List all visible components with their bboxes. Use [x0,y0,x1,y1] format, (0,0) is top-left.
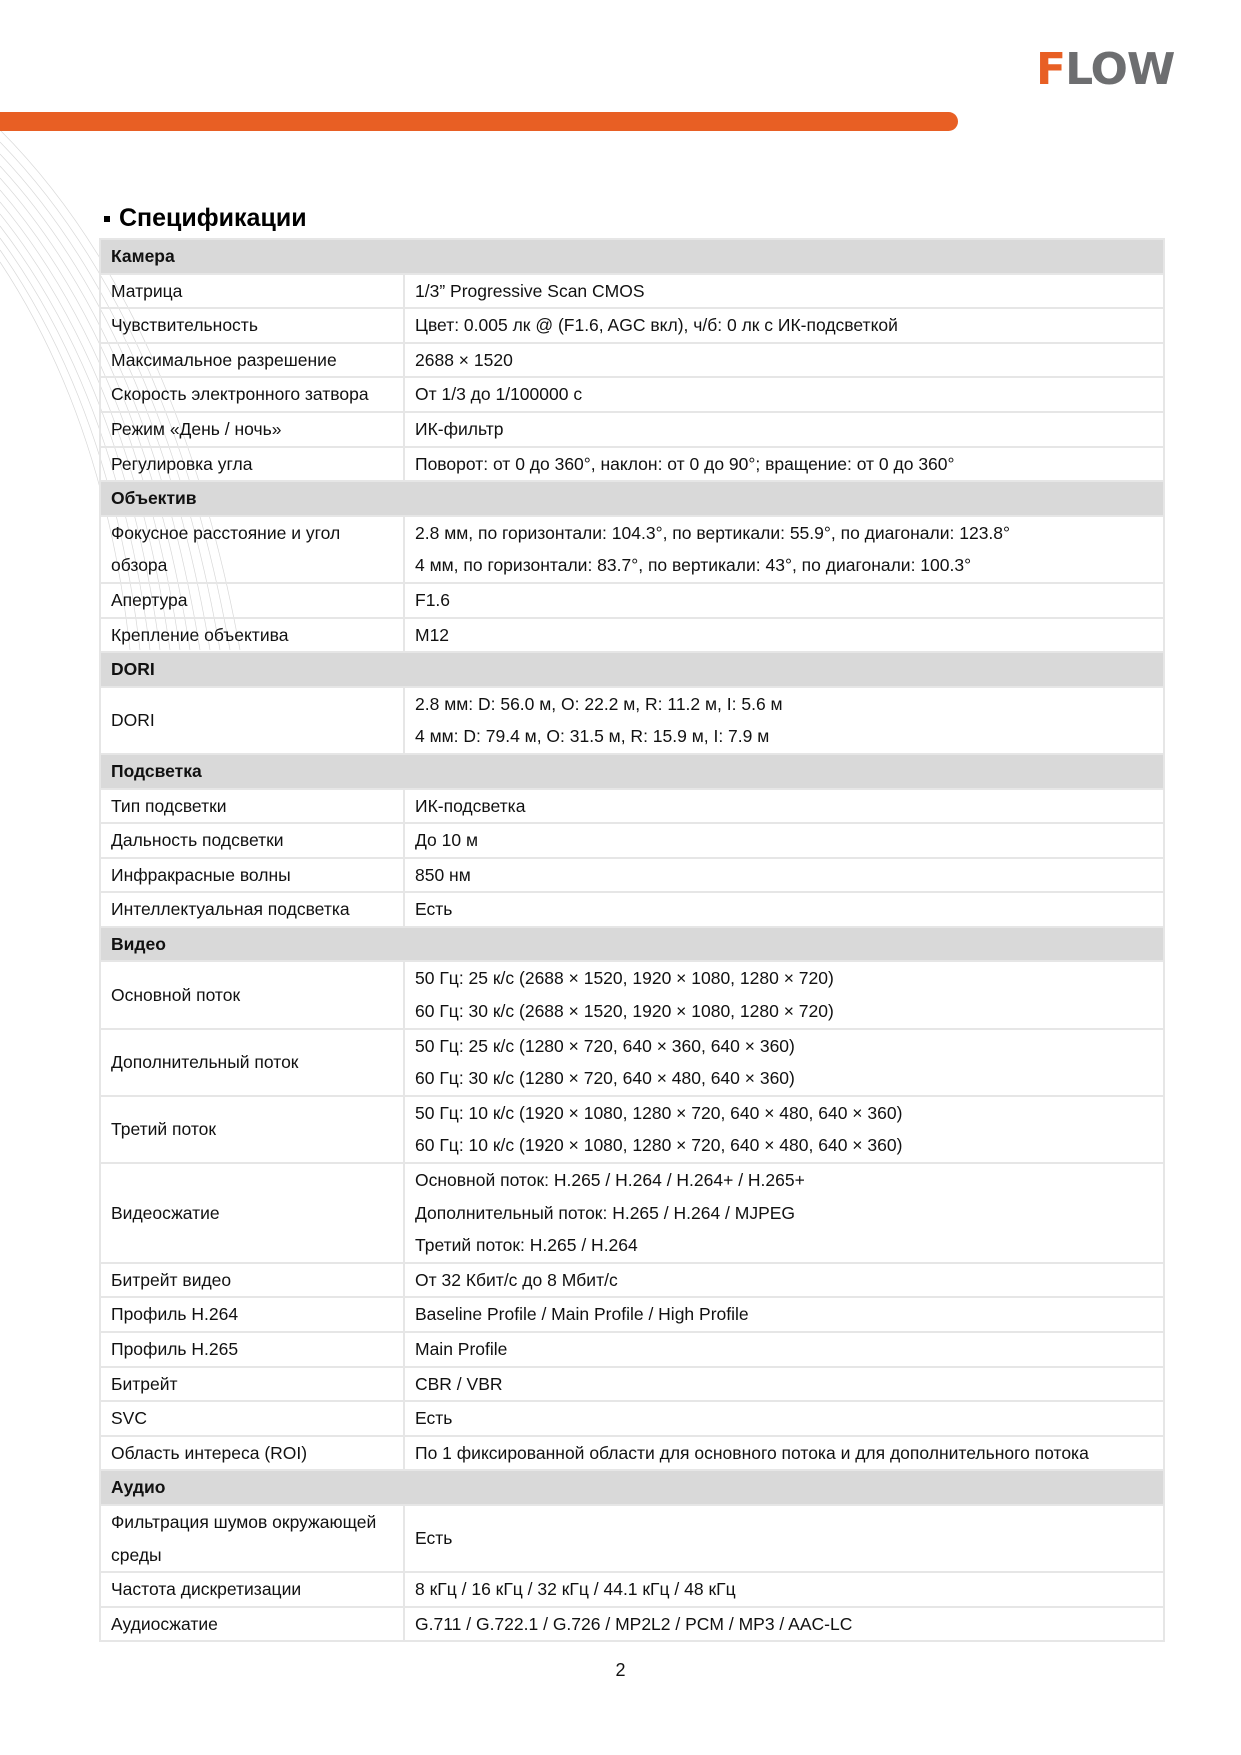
spec-value [404,583,1164,618]
spec-row [100,1096,1164,1163]
spec-value-line: 50 Гц: 25 к/с (2688 × 1520, 1920 × 1080, 1280 × 720) [415,968,834,989]
section-header: Подсветка [100,754,1164,789]
spec-value [404,823,1164,858]
spec-value-line: G.711 / G.722.1 / G.726 / MP2L2 / PCM / MP3 / AAC-LC [415,1613,853,1634]
spec-value-line: Третий поток: H.265 / H.264 [415,1235,638,1256]
spec-key: Фильтрация шумов окружающей среды [100,1505,404,1572]
spec-value-line: 50 Гц: 10 к/с (1920 × 1080, 1280 × 720, 640 × 480, 640 × 360) [415,1102,903,1123]
spec-row [100,1367,1164,1402]
logo-accent-letter: F [1036,44,1066,95]
spec-row [100,1572,1164,1607]
spec-value-line: До 10 м [415,830,479,851]
spec-row [100,274,1164,309]
spec-key: Апертура [100,583,404,618]
spec-row [100,308,1164,343]
spec-key: Аудиосжатие [100,1607,404,1642]
spec-value [404,1607,1164,1642]
spec-row [100,789,1164,824]
spec-value-line: Цвет: 0.005 лк @ (F1.6, AGC вкл), ч/б: 0 лк с ИК-подсветкой [415,315,898,336]
spec-value-line: M12 [415,624,450,645]
spec-key: Регулировка угла [100,447,404,482]
spec-key: Основной поток [100,961,404,1028]
spec-value-line: Main Profile [415,1339,508,1359]
spec-value-line: 850 нм [415,864,471,885]
spec-key: Инфракрасные волны [100,858,404,893]
spec-value [404,377,1164,412]
page-title [104,204,307,233]
specifications-table [99,238,1165,1642]
spec-value [404,858,1164,893]
section-header-row [100,1470,1164,1505]
spec-value-line: ИК-фильтр [415,418,504,439]
spec-row [100,516,1164,583]
spec-row [100,1505,1164,1572]
spec-value-line: Основной поток: H.265 / H.264 / H.264+ / H.265+ [415,1170,805,1191]
spec-value [404,789,1164,824]
spec-row [100,583,1164,618]
spec-value-line: 60 Гц: 30 к/с (2688 × 1520, 1920 × 1080, 1280 × 720) [415,1001,834,1022]
spec-key: Чувствительность [100,308,404,343]
spec-row [100,858,1164,893]
spec-row [100,1297,1164,1332]
spec-value-line: От 1/3 до 1/100000 с [415,384,583,405]
section-header-row [100,481,1164,516]
spec-value-line: Дополнительный поток: H.265 / H.264 / MJPEG [415,1202,796,1223]
spec-value [404,308,1164,343]
spec-value [404,1263,1164,1298]
section-header-row [100,652,1164,687]
spec-key: Фокусное расстояние и угол обзора [100,516,404,583]
spec-value-line: Есть [415,1408,453,1429]
spec-key: Режим «День / ночь» [100,412,404,447]
spec-value-line: 8 кГц / 16 кГц / 32 кГц / 44.1 кГц / 48 кГц [415,1579,736,1600]
spec-value-line: 1/3” Progressive Scan CMOS [415,280,645,301]
spec-value [404,961,1164,1028]
section-header-row [100,754,1164,789]
spec-value [404,1505,1164,1572]
section-header: DORI [100,652,1164,687]
spec-value [404,1297,1164,1332]
spec-row [100,961,1164,1028]
spec-key: Дополнительный поток [100,1029,404,1096]
spec-value [404,447,1164,482]
spec-row [100,1332,1164,1367]
spec-key: Тип подсветки [100,789,404,824]
spec-value [404,274,1164,309]
spec-key: Видеосжатие [100,1163,404,1263]
spec-row [100,1436,1164,1471]
spec-value [404,516,1164,583]
spec-value [404,1572,1164,1607]
spec-row [100,1163,1164,1263]
section-header: Аудио [100,1470,1164,1505]
spec-value-line: 2.8 мм, по горизонтали: 104.3°, по вертикали: 55.9°, по диагонали: 123.8° [415,522,1011,543]
spec-key: Максимальное разрешение [100,343,404,378]
spec-row [100,447,1164,482]
page-number: 2 [615,1660,626,1680]
spec-key: SVC [100,1401,404,1436]
spec-value-line: 4 мм: D: 79.4 м, O: 31.5 м, R: 15.9 м, I: 7.9 м [415,726,770,747]
spec-value-line: От 32 Кбит/с до 8 Мбит/с [415,1269,618,1290]
section-header: Камера [100,239,1164,274]
spec-value [404,1029,1164,1096]
spec-key: Профиль H.264 [100,1297,404,1332]
spec-value-line: Есть [415,1528,453,1549]
spec-value-line: 60 Гц: 10 к/с (1920 × 1080, 1280 × 720, 640 × 480, 640 × 360) [415,1135,903,1156]
spec-key: Битрейт видео [100,1263,404,1298]
spec-key: Интеллектуальная подсветка [100,892,404,927]
logo-text: LOW [1065,44,1175,95]
spec-value-line: CBR / VBR [415,1373,503,1394]
spec-row [100,343,1164,378]
spec-value-line: 50 Гц: 25 к/с (1280 × 720, 640 × 360, 640 × 360) [415,1035,795,1056]
spec-row [100,823,1164,858]
spec-value [404,892,1164,927]
section-header-row [100,927,1164,962]
spec-key: Частота дискретизации [100,1572,404,1607]
spec-row [100,412,1164,447]
spec-row [100,892,1164,927]
spec-value-line: 4 мм, по горизонтали: 83.7°, по вертикали: 43°, по диагонали: 100.3° [415,555,972,576]
spec-value [404,1401,1164,1436]
spec-value-line: F1.6 [415,589,451,610]
spec-value [404,1163,1164,1263]
header-accent-bar [0,112,958,131]
spec-key: Крепление объектива [100,618,404,653]
spec-value [404,687,1164,754]
spec-value-line: По 1 фиксированной области для основного потока и для дополнительного потока [415,1442,1089,1463]
section-header-row [100,239,1164,274]
spec-key: Матрица [100,274,404,309]
square-bullet-icon [104,216,110,222]
spec-row [100,1029,1164,1096]
spec-value [404,1436,1164,1471]
spec-value [404,618,1164,653]
section-header: Объектив [100,481,1164,516]
spec-key: Третий поток [100,1096,404,1163]
spec-key: DORI [100,687,404,754]
spec-key: Профиль H.265 [100,1332,404,1367]
spec-key: Битрейт [100,1367,404,1402]
spec-value-line: Есть [415,899,453,920]
page-title-text: Спецификации [119,204,307,232]
spec-value [404,343,1164,378]
spec-key: Скорость электронного затвора [100,377,404,412]
spec-value [404,1096,1164,1163]
spec-row [100,687,1164,754]
spec-row [100,618,1164,653]
spec-row [100,1607,1164,1642]
spec-value [404,1367,1164,1402]
spec-row [100,1401,1164,1436]
spec-row [100,1263,1164,1298]
spec-value-line: 2688 × 1520 [415,349,513,370]
spec-row [100,377,1164,412]
spec-value [404,1332,1164,1367]
spec-value-line: 2.8 мм: D: 56.0 м, O: 22.2 м, R: 11.2 м, I: 5.6 м [415,693,783,714]
spec-key: Область интереса (ROI) [100,1436,404,1471]
spec-value-line: 60 Гц: 30 к/с (1280 × 720, 640 × 480, 640 × 360) [415,1068,795,1089]
flow-logo [1036,44,1175,95]
spec-value-line: Baseline Profile / Main Profile / High Profile [415,1304,749,1325]
spec-value-line: Поворот: от 0 до 360°, наклон: от 0 до 90°; вращение: от 0 до 360° [415,453,955,474]
spec-value-line: ИК-подсветка [415,795,526,816]
section-header: Видео [100,927,1164,962]
spec-key: Дальность подсветки [100,823,404,858]
spec-value [404,412,1164,447]
